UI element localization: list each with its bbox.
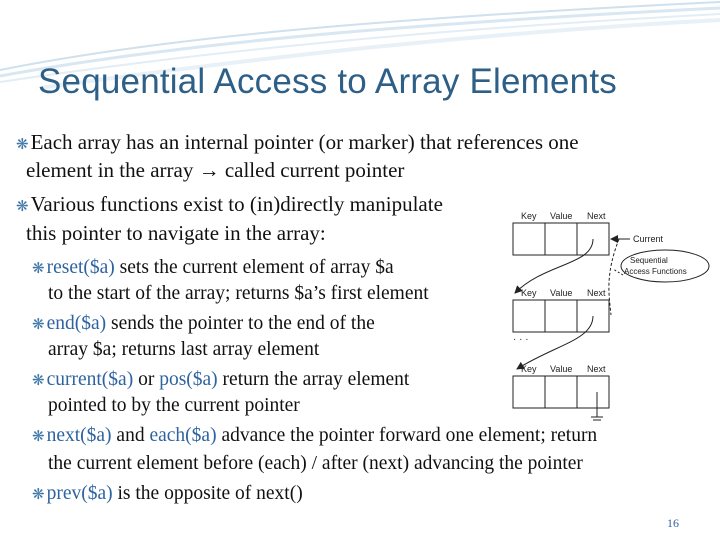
sub-bullet-marker-icon: ❋	[32, 261, 45, 277]
current-or: or	[133, 369, 160, 390]
bullet-marker-icon: ❋	[16, 199, 29, 215]
bullet-2-line-1: Various functions exist to (in)directly manipulate	[30, 192, 443, 216]
next-text-1: advance the pointer forward one element; return	[216, 425, 598, 446]
header-key-2: Key	[521, 288, 537, 298]
sub-bullet-marker-icon: ❋	[32, 429, 45, 445]
each-code: each($a)	[149, 425, 217, 446]
bullet-1-line-1: Each array has an internal pointer (or marker) that references one	[30, 130, 579, 154]
bullet-1	[16, 128, 579, 159]
header-key-3: Key	[521, 364, 537, 374]
sub-bullet-marker-icon: ❋	[32, 317, 45, 333]
header-next-1: Next	[587, 211, 606, 221]
current-text-2: pointed to by the current pointer	[48, 395, 300, 416]
sub-bullet-marker-icon: ❋	[32, 487, 45, 503]
end-text-2: array $a; returns last array element	[48, 339, 320, 360]
node-2	[513, 300, 609, 332]
header-key-1: Key	[521, 211, 537, 221]
page-number: 16	[667, 516, 679, 530]
functions-label-2: Access Functions	[624, 267, 687, 276]
end-code: end($a)	[46, 313, 107, 334]
current-text-1: return the array element	[217, 369, 410, 390]
next-code: next($a)	[46, 425, 112, 446]
header-value-3: Value	[550, 364, 573, 374]
current-code: current($a)	[46, 369, 134, 390]
functions-ellipse	[621, 250, 709, 282]
bullet-2-line-2: this pointer to navigate in the array:	[26, 221, 326, 245]
bullet-2	[16, 190, 443, 221]
prev-code: prev($a)	[46, 483, 113, 504]
reset-text-1: sets the current element of array $a	[114, 257, 394, 278]
header-next-3: Next	[587, 364, 606, 374]
prev-text-1: is the opposite of next()	[112, 483, 303, 504]
bullet-marker-icon: ❋	[16, 137, 29, 153]
slide-title: Sequential Access to Array Elements	[38, 62, 617, 101]
sub-bullet-marker-icon: ❋	[32, 373, 45, 389]
node-3	[513, 376, 609, 408]
pos-code: pos($a)	[159, 369, 218, 390]
dashed-move-arrow	[609, 239, 619, 315]
next-text-2: the current element before (each) / after (next) advancing the pointer	[48, 453, 583, 474]
next-and: and	[111, 425, 150, 446]
next-pointer-arrow-1	[515, 239, 593, 293]
bullet-1-line-2: element in the array → called current pointer	[26, 158, 405, 182]
sub-bullet-prev	[32, 480, 303, 509]
current-label: Current	[633, 234, 664, 244]
linked-list-diagram	[505, 205, 720, 430]
reset-text-2: to the start of the array; returns $a’s first element	[48, 283, 429, 304]
reset-code: reset($a)	[46, 257, 115, 278]
header-value-2: Value	[550, 288, 573, 298]
sub-bullet-reset	[32, 254, 394, 283]
sub-bullet-current	[32, 366, 409, 395]
sub-bullet-end	[32, 310, 375, 339]
end-text-1: sends the pointer to the end of the	[106, 313, 375, 334]
header-next-2: Next	[587, 288, 606, 298]
header-value-1: Value	[550, 211, 573, 221]
functions-label-1: Sequential	[630, 256, 668, 265]
node-1	[513, 223, 609, 255]
ellipsis: · · ·	[513, 334, 529, 345]
